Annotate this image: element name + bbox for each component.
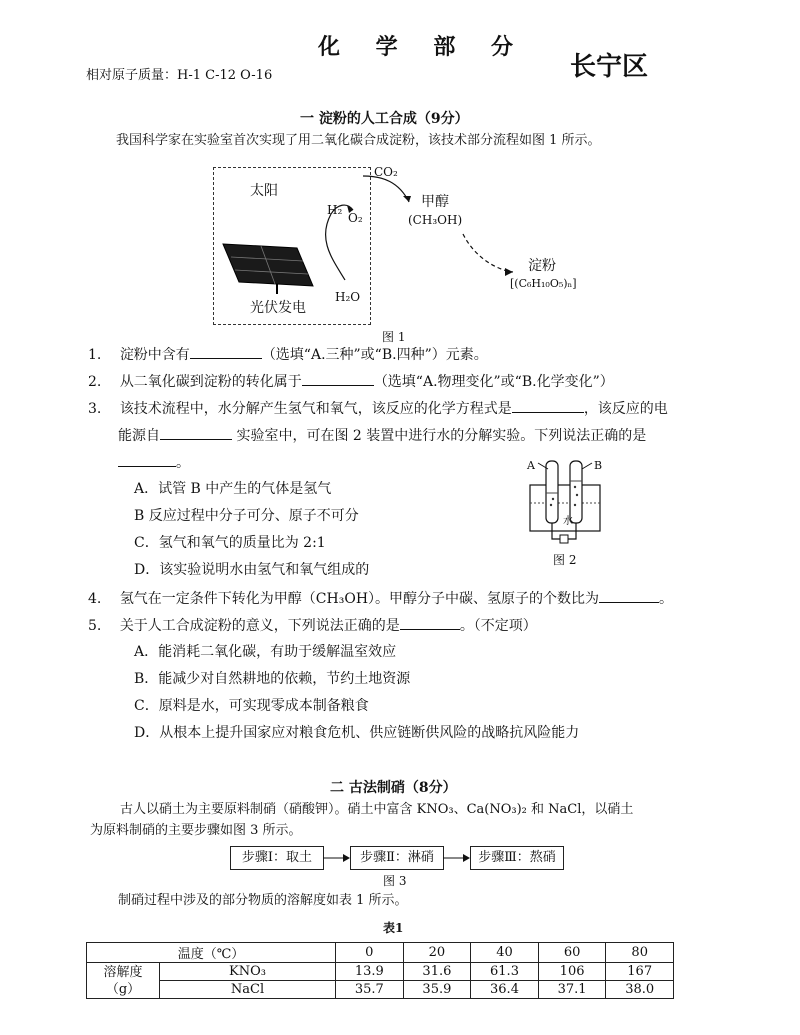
section-heading-1: 一 淀粉的人工合成（9分） [300, 111, 469, 127]
page-title: 化 学 部 分 [318, 34, 527, 60]
h2o-label: H₂O [335, 290, 361, 304]
o2-label: O₂ [348, 211, 363, 225]
solar-power-label: 光伏发电 [250, 300, 306, 316]
option-5d: D．从根本上提升国家应对粮食危机、供应链断供风险的战略抗风险能力 [134, 725, 580, 741]
option-3d: D．该实验说明水由氢气和氧气组成的 [134, 562, 370, 578]
question-text: 实验室中，可在图 2 装置中进行水的分解实验。下列说法正确的是 [232, 428, 647, 444]
question-text: 。（不定项） [459, 618, 537, 634]
table-row [87, 943, 674, 963]
arrow-right-icon [343, 854, 350, 862]
table-cell: 20 [403, 943, 471, 963]
question-text: 。 [176, 455, 190, 471]
table-cell: 61.3 [471, 963, 539, 981]
section-intro-2b: 为原料制硝的主要步骤如图 3 所示。 [90, 823, 302, 838]
question-4 [88, 588, 673, 609]
temp-header: 温度（℃） [87, 943, 336, 963]
section-heading-2: 二 古法制硝（8分） [330, 780, 457, 796]
section-intro-2a: 古人以硝土为主要原料制硝（硝酸钾）。硝土中富含 KNO₃、Ca(NO₃)₂ 和 NaCl，以硝土 [120, 802, 634, 817]
district-label: 长宁区 [570, 52, 649, 82]
table-intro: 制硝过程中涉及的部分物质的溶解度如表 1 所示。 [118, 893, 408, 908]
option-5c: C．原料是水，可实现零成本制备粮食 [134, 698, 369, 714]
question-text: 。 [659, 591, 674, 607]
question-1 [88, 344, 488, 365]
question-3 [88, 398, 668, 419]
table-cell: 35.7 [336, 981, 404, 999]
question-text: 氢气在一定条件下转化为甲醇（CH₃OH）。甲醇分子中碳、氢原子的个数比为 [119, 591, 600, 607]
tube-b-label: B [594, 459, 603, 472]
table-cell: 13.9 [336, 963, 404, 981]
question-3-line3 [118, 452, 190, 473]
tube-a-label: A [527, 459, 535, 472]
arrow-right-icon [463, 854, 470, 862]
question-number: 1. [88, 347, 102, 363]
step-2-box: 步骤Ⅱ：淋硝 [350, 846, 444, 870]
step-3-box: 步骤Ⅲ：熬硝 [470, 846, 564, 870]
starch-label: 淀粉 [528, 258, 556, 274]
option-5b: B．能减少对自然耕地的依赖，节约土地资源 [134, 671, 411, 687]
solubility-label-line1: 溶解度 [103, 964, 143, 980]
solubility-label [87, 963, 160, 999]
question-number: 3. [88, 401, 102, 417]
question-text: 关于人工合成淀粉的意义，下列说法正确的是 [119, 618, 400, 634]
question-number: 4. [88, 591, 102, 607]
figure-1-caption: 图 1 [382, 330, 406, 344]
table-cell: 60 [538, 943, 606, 963]
question-number: 5. [88, 618, 102, 634]
methanol-label: 甲醇 [421, 194, 449, 210]
table-cell: 37.1 [538, 981, 606, 999]
figure-2-caption: 图 2 [553, 553, 577, 567]
question-3-line2 [118, 425, 646, 446]
answer-blank[interactable] [512, 398, 584, 413]
option-3a: A．试管 B 中产生的气体是氢气 [134, 481, 332, 497]
solar-panel-icon [223, 244, 313, 294]
h2-label: H₂ [327, 203, 343, 217]
question-text: （选填“A.物理变化”或“B.化学变化”） [373, 374, 614, 390]
question-2 [88, 371, 614, 392]
answer-blank[interactable] [160, 425, 232, 440]
question-5 [88, 615, 537, 636]
question-number: 2. [88, 374, 102, 390]
step-arrows [322, 851, 472, 865]
table-cell: 40 [471, 943, 539, 963]
answer-blank[interactable] [302, 371, 374, 386]
solubility-label-line2: （g） [105, 981, 141, 997]
table-cell: 0 [336, 943, 404, 963]
solubility-table [86, 942, 674, 999]
option-5a: A．能消耗二氧化碳，有助于缓解温室效应 [134, 644, 397, 660]
question-text: 从二氧化碳到淀粉的转化属于 [119, 374, 302, 390]
sun-label: 太阳 [250, 183, 278, 199]
methanol-formula: (CH₃OH) [408, 213, 463, 227]
table-cell: 167 [606, 963, 674, 981]
answer-blank[interactable] [599, 588, 659, 603]
question-text: （选填“A.三种”或“B.四种”）元素。 [261, 347, 488, 363]
substance-cell: KNO₃ [160, 963, 336, 981]
table-cell: 36.4 [471, 981, 539, 999]
question-text: 淀粉中含有 [119, 347, 190, 363]
co2-label: CO₂ [374, 165, 398, 179]
answer-blank[interactable] [190, 344, 262, 359]
table-row [87, 981, 674, 999]
table-cell: 80 [606, 943, 674, 963]
table-cell: 38.0 [606, 981, 674, 999]
question-text: 能源自 [118, 428, 160, 444]
answer-blank[interactable] [118, 452, 176, 467]
step-1-box: 步骤Ⅰ：取土 [230, 846, 324, 870]
table-row [87, 963, 674, 981]
option-3b: B 反应过程中分子可分、原子不可分 [134, 508, 359, 524]
table-cell: 31.6 [403, 963, 471, 981]
atomic-mass-note: 相对原子质量：H-1 C-12 O-16 [86, 68, 273, 83]
substance-cell: NaCl [160, 981, 336, 999]
table-cell: 106 [538, 963, 606, 981]
table-caption: 表1 [383, 921, 404, 935]
answer-blank[interactable] [400, 615, 460, 630]
section-intro-1: 我国科学家在实验室首次实现了用二氧化碳合成淀粉，该技术部分流程如图 1 所示。 [116, 133, 601, 148]
starch-formula: [(C₆H₁₀O₅)ₙ] [510, 277, 577, 290]
question-text: ，该反应的电 [583, 401, 668, 417]
table-cell: 35.9 [403, 981, 471, 999]
option-3c: C．氢气和氧气的质量比为 2:1 [134, 535, 326, 551]
question-text: 该技术流程中，水分解产生氢气和氧气，该反应的化学方程式是 [119, 401, 512, 417]
figure-3-caption: 图 3 [383, 874, 407, 888]
water-label: 水 [563, 516, 573, 527]
